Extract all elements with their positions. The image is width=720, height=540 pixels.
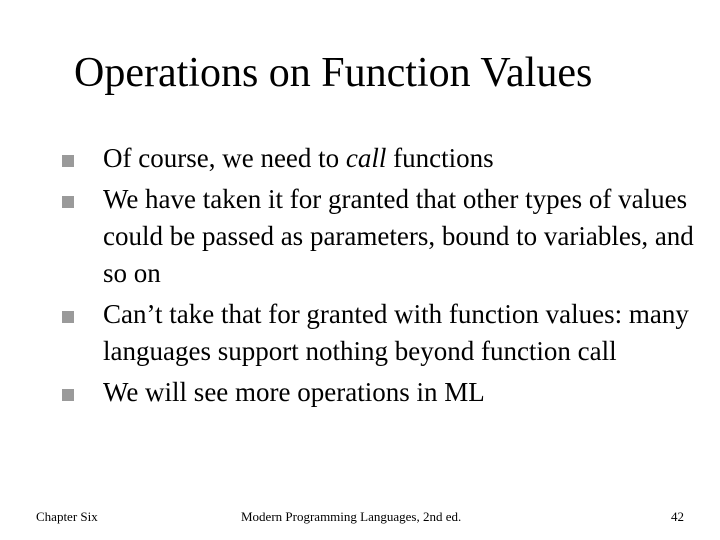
bullet-item bbox=[62, 296, 702, 370]
bullet-text bbox=[103, 143, 494, 173]
bullet-item bbox=[62, 140, 702, 177]
bullet-text-emphasis: call bbox=[345, 143, 387, 173]
bullet-text-before: Of course, we need to bbox=[103, 143, 346, 173]
footer-book-title: Modern Programming Languages, 2nd ed. bbox=[241, 509, 462, 524]
bullet-list bbox=[62, 140, 702, 415]
slide-title: Operations on Function Values bbox=[74, 50, 593, 96]
square-bullet-icon bbox=[62, 311, 74, 323]
bullet-text-after: functions bbox=[386, 143, 494, 173]
square-bullet-icon bbox=[62, 389, 74, 401]
bullet-text: We have taken it for granted that other types of values could be passed as parameters, bound to variables, and so on bbox=[103, 184, 694, 288]
footer-page-number: 42 bbox=[671, 509, 684, 524]
bullet-text: Can’t take that for granted with function values: many languages support nothing beyond function call bbox=[103, 299, 689, 366]
bullet-item bbox=[62, 181, 702, 292]
footer-chapter: Chapter Six bbox=[36, 509, 98, 524]
square-bullet-icon bbox=[62, 155, 74, 167]
bullet-item bbox=[62, 374, 702, 411]
bullet-text: We will see more operations in ML bbox=[103, 377, 485, 407]
square-bullet-icon bbox=[62, 196, 74, 208]
